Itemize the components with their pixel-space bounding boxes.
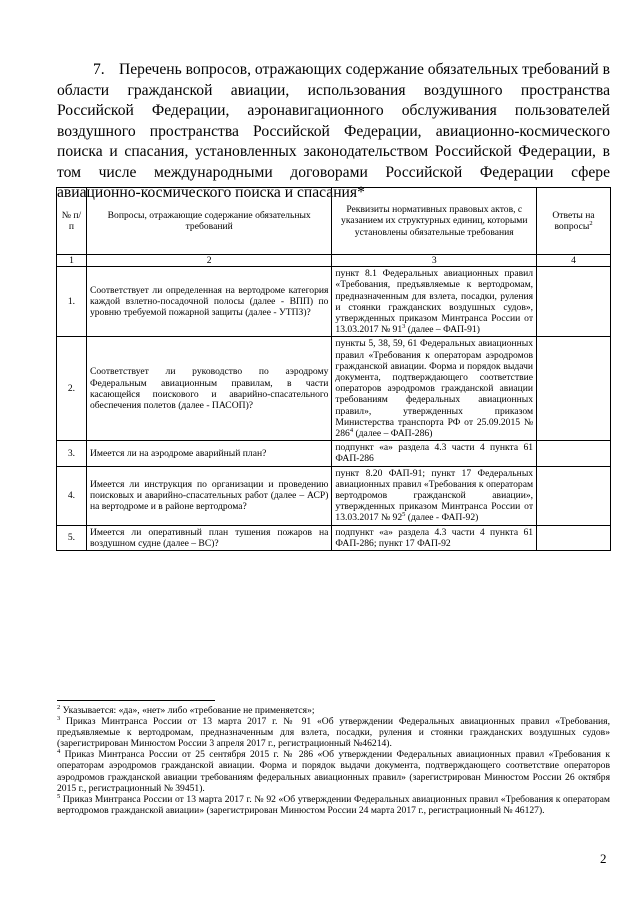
row-question: Соответствует ли руководство по аэродрому Федеральным авиационным правилам, в части касающейся поискового и аварийно-спасательного обеспечения полетов (далее - ПАСОП)? xyxy=(86,337,331,441)
table-row xyxy=(57,267,611,337)
footnote-divider xyxy=(57,700,215,701)
footnote-mark: 2 xyxy=(57,703,61,711)
header-num: № п/п xyxy=(57,188,87,255)
header-answers-text: Ответы на вопросы xyxy=(552,209,595,232)
row-number: 1. xyxy=(57,267,87,337)
requisites-tail: (далее – ФАП-286) xyxy=(353,428,433,440)
header-answers-footnote-mark: 2 xyxy=(589,219,593,227)
footnote xyxy=(57,749,610,793)
requisites-text: пункт 8.1 Федеральных авиационных правил «Требования, предъявляемые к вертодромам, предназначенным для взлета, посадки, руления и стоянки гражданских воздушных судов», утвержденных приказом Минтранса России от 13.03.2017 № 91 xyxy=(335,268,534,336)
column-index: 2 xyxy=(86,255,331,267)
requisites-tail: (далее – ФАП-91) xyxy=(405,324,480,336)
requisites-text: пункты 5, 38, 59, 61 Федеральных авиационных правил «Требования к операторам аэродромов гражданской авиации. Форма и порядок выдачи документа, подтверждающего соответствие операторов аэродромов гражданской авиации требованиям федеральных авиационных правил», утвержденных приказом Министерства транспорта РФ от 25.09.2015 № 286 xyxy=(335,338,534,440)
row-question: Имеется ли инструкция по организации и проведению поисковых и аварийно-спасательных работ (далее – АСР) на вертодроме и в районе вертодрома? xyxy=(86,466,331,525)
table-row xyxy=(57,525,611,550)
column-index-row xyxy=(57,255,611,267)
row-question: Имеется ли на аэродроме аварийный план? xyxy=(86,441,331,466)
requisites-text: подпункт «а» раздела 4.3 части 4 пункта 61 ФАП-286; пункт 17 ФАП-92 xyxy=(335,526,534,549)
row-requisites xyxy=(332,441,537,466)
row-number: 4. xyxy=(57,466,87,525)
page-number: 2 xyxy=(600,851,607,866)
footnote-mark: 4 xyxy=(57,748,61,756)
footnote-text: Указывается: «да», «нет» либо «требование не применяется»; xyxy=(60,705,315,716)
requisites-footnote-mark: 3 xyxy=(402,323,406,331)
column-index: 4 xyxy=(537,255,611,267)
row-number: 2. xyxy=(57,337,87,441)
footnote-text: Приказ Минтранса России от 13 марта 2017 г. № 91 «Об утверждении Федеральных авиационных правил «Требования, предъявляемые к вертодромам, предназначенным для взлета, посадки, руления и стоянки гражданских воздушных судов» (зарегистрирован Минюстом России 3 апреля 2017 г., регистрационный №46214). xyxy=(57,716,610,750)
answer-cell[interactable] xyxy=(537,337,611,441)
requisites-text: пункт 8.20 ФАП-91; пункт 17 Федеральных авиационных правил «Требования к операторам вертодромов гражданской авиации», утвержденных приказом Минтранса России от 13.03.2017 № 92 xyxy=(335,467,534,524)
row-question: Соответствует ли определенная на вертодроме категория каждой взлетно-посадочной полосы (далее - ВПП) по уровню требуемой пожарной защиты (далее - УТПЗ)? xyxy=(86,267,331,337)
row-requisites xyxy=(332,525,537,550)
footnote-mark: 5 xyxy=(57,792,61,800)
section-number: 7. xyxy=(93,61,105,78)
footnote-text: Приказ Минтранса России от 25 сентября 2015 г. № 286 «Об утверждении Федеральных авиационных правил «Требования к операторам аэродромов гражданской авиации. Форма и порядок выдачи документа, подтверждающего соответствие операторов аэродромов гражданской авиации требованиям федеральных авиационных правил» (зарегистрирован Минюстом России 26 октября 2015 г., регистрационный № 39451). xyxy=(57,749,610,794)
row-requisites xyxy=(332,267,537,337)
footnote xyxy=(57,716,610,749)
row-requisites xyxy=(332,466,537,525)
table-row xyxy=(57,441,611,466)
footnote-mark: 3 xyxy=(57,714,61,722)
header-requisites: Реквизиты нормативных правовых актов, с указанием их структурных единиц, которыми установлены обязательные требования xyxy=(332,188,537,255)
table-header-row xyxy=(57,188,611,255)
column-index: 3 xyxy=(332,255,537,267)
section-heading xyxy=(57,60,610,204)
requisites-footnote-mark: 5 xyxy=(402,511,406,519)
row-question: Имеется ли оперативный план тушения пожаров на воздушном судне (далее – ВС)? xyxy=(86,525,331,550)
answer-cell[interactable] xyxy=(537,441,611,466)
requisites-text: подпункт «а» раздела 4.3 части 4 пункта 61 ФАП-286 xyxy=(335,442,534,465)
footnote xyxy=(57,705,610,716)
answer-cell[interactable] xyxy=(537,466,611,525)
answer-cell[interactable] xyxy=(537,267,611,337)
requirements-table xyxy=(56,187,611,551)
answer-cell[interactable] xyxy=(537,525,611,550)
requisites-tail: (далее - ФАП-92) xyxy=(405,512,479,524)
row-number: 5. xyxy=(57,525,87,550)
table-row xyxy=(57,466,611,525)
requisites-footnote-mark: 4 xyxy=(349,426,354,434)
row-requisites xyxy=(332,337,537,441)
footnotes xyxy=(57,705,610,816)
header-answers xyxy=(537,188,611,255)
section-title: Перечень вопросов, отражающих содержание обязательных требований в области гражданской авиации, использования воздушного пространства Российской Федерации, аэронавигационного обслуживания пользователей воздушного пространства Российской Федерации, авиационно-космического поиска и спасания, установленных законодательством Российской Федерации, в том числе международными договорами Российской Федерации сфере авиационно-космического поиска и спасания* xyxy=(57,61,610,201)
footnote xyxy=(57,794,610,816)
column-index: 1 xyxy=(57,255,87,267)
table-row xyxy=(57,337,611,441)
row-number: 3. xyxy=(57,441,87,466)
footnote-text: Приказ Минтранса России от 13 марта 2017 г. № 92 «Об утверждении Федеральных авиационных правил «Требования к операторам вертодромов гражданской авиации» (зарегистрирован Минюстом России 24 марта 2017 г., регистрационный № 46127). xyxy=(57,793,610,816)
header-question: Вопросы, отражающие содержание обязательных требований xyxy=(86,188,331,255)
